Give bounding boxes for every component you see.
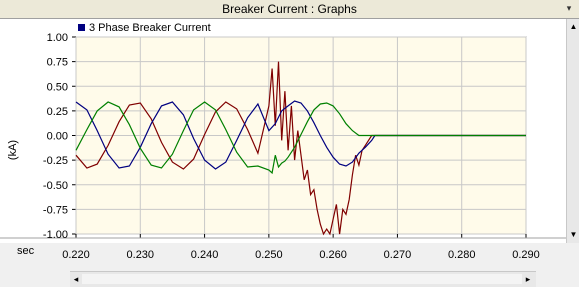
y-tick-label: 0.25 [46, 105, 68, 118]
x-tick-label: 0.270 [383, 249, 412, 261]
horizontal-scrollbar[interactable] [70, 271, 536, 287]
x-tick-label: 0.240 [190, 249, 219, 261]
x-tick-labels [62, 249, 540, 261]
x-tick-label: 0.290 [512, 249, 540, 261]
x-tick-label: 0.260 [319, 249, 347, 261]
scroll-down-icon[interactable]: ▼ [569, 230, 578, 239]
window-menu-icon[interactable]: ▾ [566, 3, 572, 13]
y-tick-label: 0.00 [46, 130, 68, 143]
y-tick-label: 0.50 [46, 81, 68, 94]
window-title: Breaker Current : Graphs [222, 2, 357, 16]
scroll-right-icon[interactable]: ▸ [525, 274, 531, 284]
y-tick-label: 0.75 [46, 56, 68, 69]
x-tick-label: 0.280 [447, 249, 476, 261]
y-tick-labels [43, 32, 68, 241]
legend-swatch [78, 24, 85, 31]
x-axis-unit: sec [17, 245, 35, 257]
scroll-left-icon[interactable]: ◂ [73, 274, 79, 284]
y-tick-label: 1.00 [46, 32, 68, 44]
y-tick-label: -0.75 [42, 204, 68, 217]
x-tick-label: 0.220 [62, 249, 90, 261]
y-tick-label: -0.25 [42, 155, 68, 168]
legend-label: 3 Phase Breaker Current [89, 22, 211, 34]
scroll-up-icon[interactable]: ▲ [569, 22, 578, 31]
y-tick-label: -0.50 [42, 179, 68, 192]
scroll-thumb[interactable] [82, 274, 522, 284]
y-axis-label: (kA) [7, 139, 19, 161]
vertical-scrollbar[interactable] [566, 19, 579, 243]
x-tick-label: 0.250 [255, 249, 283, 261]
y-tick-label: -1.00 [42, 229, 68, 241]
x-tick-label: 0.230 [126, 249, 155, 261]
